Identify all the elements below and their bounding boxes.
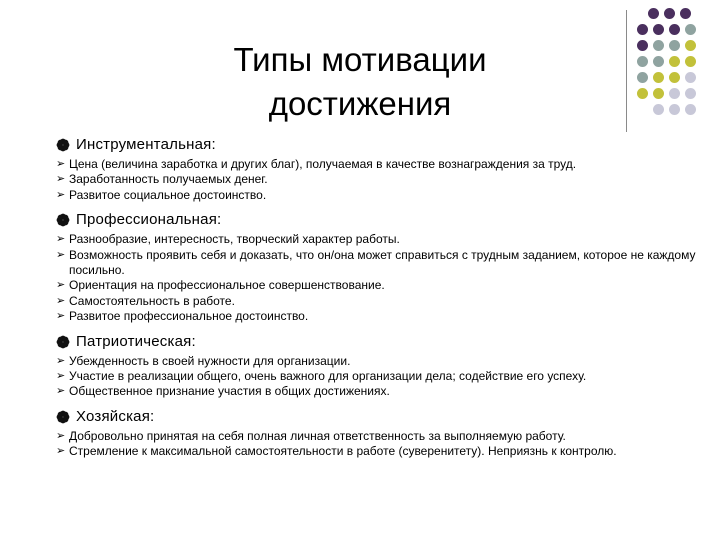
arrow-bullet-icon: ➢ [56, 385, 66, 398]
item-text: Развитое профессиональное достоинство. [69, 309, 309, 324]
title-line-2: достижения [268, 85, 452, 122]
list-item [56, 309, 696, 324]
item-text: Разнообразие, интересность, творческий характер работы. [69, 232, 400, 247]
list-item [56, 294, 696, 309]
decor-dot [637, 40, 648, 51]
decor-dot [680, 8, 691, 19]
arrow-bullet-icon: ➢ [56, 354, 66, 367]
motivation-section [56, 211, 696, 324]
decor-dot [637, 56, 648, 67]
slide-body [56, 136, 696, 468]
item-text: Стремление к максимальной самостоятельности в работе (суверенитету). Неприязнь к контролю. [69, 444, 617, 459]
list-item [56, 248, 696, 279]
decor-dot [685, 40, 696, 51]
decor-dot [669, 24, 680, 35]
flower-bullet-icon [56, 138, 70, 152]
decor-dot [669, 88, 680, 99]
decor-dot [653, 72, 664, 83]
flower-bullet-icon [56, 335, 70, 349]
section-title: Хозяйская: [76, 407, 155, 425]
arrow-bullet-icon: ➢ [56, 279, 66, 292]
decor-dot [669, 104, 680, 115]
list-item [56, 278, 696, 293]
arrow-bullet-icon: ➢ [56, 173, 66, 186]
arrow-bullet-icon: ➢ [56, 429, 66, 442]
section-item-list [56, 157, 696, 203]
motivation-section [56, 136, 696, 203]
item-text: Участие в реализации общего, очень важного для организации дела; содействие его успеху. [69, 369, 587, 384]
decor-dot [685, 56, 696, 67]
decor-dot [685, 88, 696, 99]
motivation-section [56, 408, 696, 460]
title-line-1: Типы мотивации [233, 41, 487, 78]
decor-dot [653, 88, 664, 99]
arrow-bullet-icon: ➢ [56, 248, 66, 261]
arrow-bullet-icon: ➢ [56, 445, 66, 458]
decor-dot [669, 72, 680, 83]
list-item [56, 444, 696, 459]
list-item [56, 429, 696, 444]
slide-title [150, 38, 570, 126]
list-item [56, 188, 696, 203]
section-title: Профессиональная: [76, 211, 222, 229]
decor-dot [669, 56, 680, 67]
item-text: Самостоятельность в работе. [69, 293, 235, 308]
decor-dot [685, 104, 696, 115]
arrow-bullet-icon: ➢ [56, 188, 66, 201]
decor-dot [685, 24, 696, 35]
decor-dot [648, 8, 659, 19]
decor-dot [637, 72, 648, 83]
section-heading [56, 136, 696, 154]
section-heading [56, 333, 696, 351]
decor-dot [653, 104, 664, 115]
section-item-list [56, 429, 696, 460]
list-item [56, 232, 696, 247]
decor-dot [637, 88, 648, 99]
section-heading [56, 211, 696, 229]
section-item-list [56, 232, 696, 324]
section-heading [56, 408, 696, 426]
list-item [56, 369, 696, 384]
decor-dot [664, 8, 675, 19]
item-text: Убежденность в своей нужности для организации. [69, 353, 351, 368]
decor-dot [637, 24, 648, 35]
list-item [56, 354, 696, 369]
decor-dot [653, 24, 664, 35]
item-text: Общественное признание участия в общих достижениях. [69, 384, 390, 399]
arrow-bullet-icon: ➢ [56, 370, 66, 383]
arrow-bullet-icon: ➢ [56, 294, 66, 307]
flower-bullet-icon [56, 213, 70, 227]
motivation-section [56, 333, 696, 400]
item-text: Ориентация на профессиональное совершенствование. [69, 278, 385, 293]
decor-dot [669, 40, 680, 51]
arrow-bullet-icon: ➢ [56, 310, 66, 323]
arrow-bullet-icon: ➢ [56, 158, 66, 170]
item-text: Возможность проявить себя и доказать, что он/она может справиться с трудным заданием, которое не каждому посильно. [69, 247, 696, 278]
item-text: Заработанность получаемых денег. [69, 172, 268, 187]
list-item [56, 384, 696, 399]
flower-bullet-icon [56, 410, 70, 424]
item-text: Развитое социальное достоинство. [69, 187, 267, 202]
item-text: Добровольно принятая на себя полная личная ответственность за выполняемую работу. [69, 428, 566, 443]
decor-dot [653, 40, 664, 51]
item-text: Цена (величина заработка и других благ), получаемая в качестве вознаграждения за труд. [69, 157, 577, 171]
list-item [56, 157, 696, 172]
section-item-list [56, 354, 696, 400]
list-item [56, 172, 696, 187]
decor-dot [685, 72, 696, 83]
decorative-divider [626, 10, 627, 132]
section-title: Инструментальная: [76, 136, 216, 153]
arrow-bullet-icon: ➢ [56, 233, 66, 246]
decor-dot [653, 56, 664, 67]
section-title: Патриотическая: [76, 332, 196, 350]
